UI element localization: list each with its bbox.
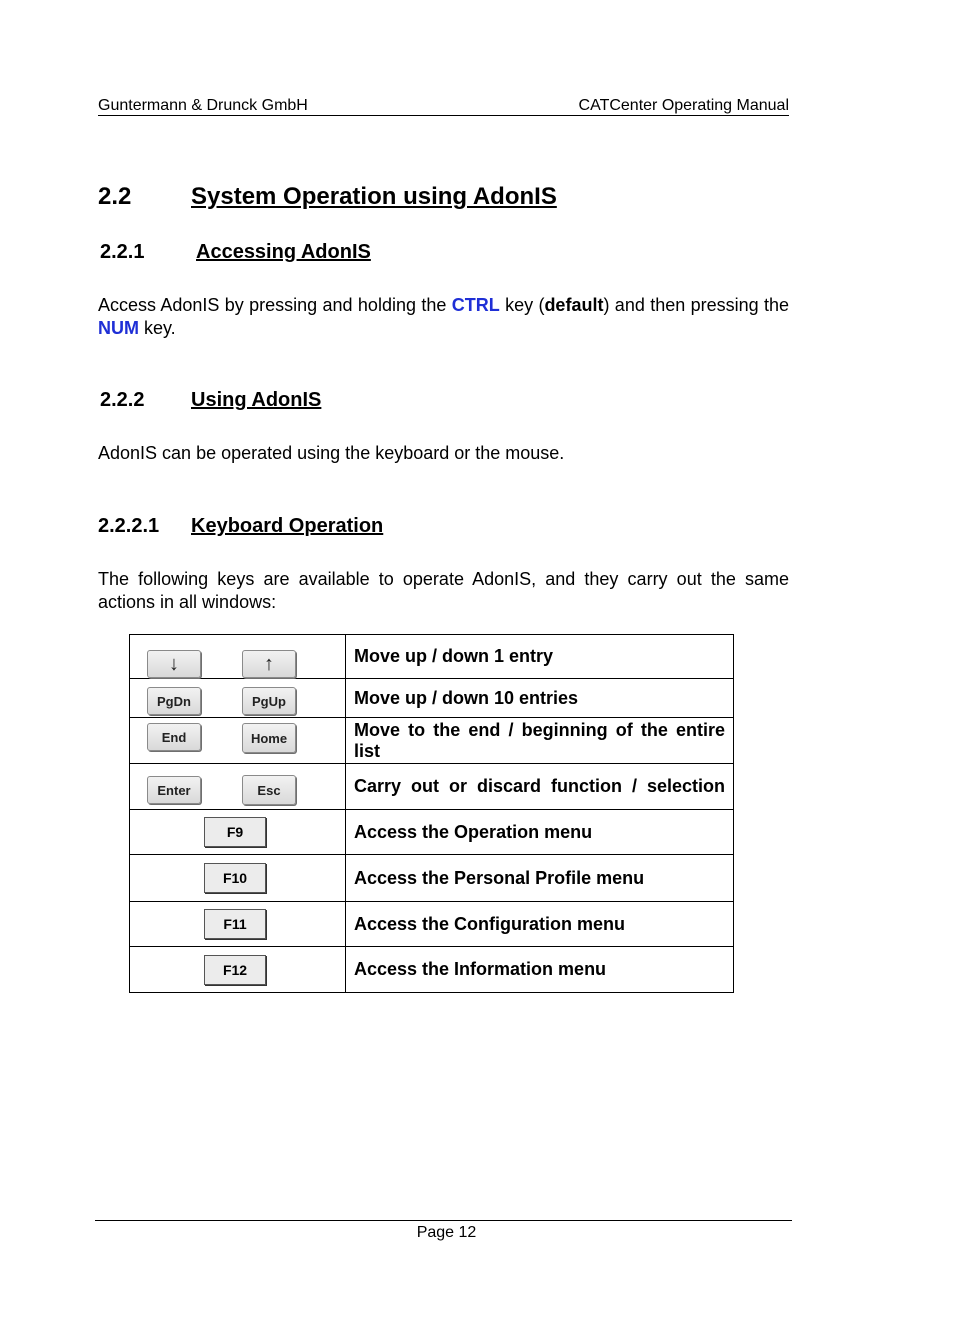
section-number: 2.2.2.1 bbox=[98, 515, 160, 537]
arrow-up-key-icon: ↑ bbox=[242, 650, 296, 678]
text: Access AdonIS by pressing and holding the bbox=[98, 295, 452, 315]
key-cell bbox=[130, 635, 346, 679]
end-key-icon: End bbox=[147, 723, 201, 751]
key-description: Access the Personal Profile menu bbox=[346, 855, 734, 902]
using-paragraph: AdonIS can be operated using the keyboard or the mouse. bbox=[98, 443, 565, 463]
key-description: Carry out or discard function / selection bbox=[346, 764, 734, 810]
key-cell bbox=[130, 902, 346, 947]
footer-divider bbox=[95, 1220, 792, 1221]
f11-key-icon: F11 bbox=[204, 909, 266, 939]
section-number: 2.2 bbox=[98, 183, 132, 210]
key-description: Access the Operation menu bbox=[346, 810, 734, 855]
table-row bbox=[130, 902, 734, 947]
key-description: Access the Information menu bbox=[346, 947, 734, 993]
key-cell bbox=[130, 947, 346, 993]
esc-key-icon: Esc bbox=[242, 775, 296, 805]
num-key-name: NUM bbox=[98, 318, 139, 338]
header-company: Guntermann & Drunck GmbH bbox=[98, 97, 308, 114]
f10-key-icon: F10 bbox=[204, 863, 266, 893]
table-row bbox=[130, 635, 734, 679]
keyboard-paragraph: The following keys are available to operate AdonIS, and they carry out the same actions in all windows: bbox=[98, 569, 789, 612]
pgdn-key-icon: PgDn bbox=[147, 687, 201, 715]
text: ) and then pressing the bbox=[603, 295, 789, 315]
key-cell bbox=[130, 855, 346, 902]
table-row bbox=[130, 679, 734, 718]
home-key-icon: Home bbox=[242, 723, 296, 753]
table-row bbox=[130, 764, 734, 810]
text: key. bbox=[139, 318, 176, 338]
key-cell bbox=[130, 679, 346, 718]
section-title: Keyboard Operation bbox=[191, 515, 384, 537]
arrow-down-key-icon: ↓ bbox=[147, 650, 201, 678]
section-title: System Operation using AdonIS bbox=[191, 183, 557, 210]
section-number: 2.2.2 bbox=[100, 389, 145, 411]
table-row bbox=[130, 855, 734, 902]
key-description: Move up / down 1 entry bbox=[346, 635, 734, 679]
table-row bbox=[130, 718, 734, 764]
page-header bbox=[98, 97, 789, 116]
table-row bbox=[130, 947, 734, 993]
enter-key-icon: Enter bbox=[147, 776, 201, 804]
key-cell bbox=[130, 764, 346, 810]
header-manual-title: CATCenter Operating Manual bbox=[578, 97, 789, 114]
key-table bbox=[129, 634, 734, 993]
key-description: Access the Configuration menu bbox=[346, 902, 734, 947]
f9-key-icon: F9 bbox=[204, 817, 266, 847]
text: key ( bbox=[499, 295, 545, 315]
key-cell bbox=[130, 810, 346, 855]
f12-key-icon: F12 bbox=[204, 955, 266, 985]
ctrl-key-name: CTRL bbox=[451, 295, 500, 315]
pgup-key-icon: PgUp bbox=[242, 687, 296, 715]
table-row bbox=[130, 810, 734, 855]
accessing-paragraph bbox=[98, 294, 789, 340]
key-description: Move up / down 10 entries bbox=[346, 679, 734, 718]
default-label: default bbox=[544, 295, 604, 315]
section-title: Using AdonIS bbox=[191, 389, 322, 411]
key-description: Move to the end / beginning of the entire list bbox=[346, 718, 734, 764]
section-title: Accessing AdonIS bbox=[196, 241, 371, 263]
page-number: Page 12 bbox=[416, 1224, 477, 1241]
key-cell bbox=[130, 718, 346, 764]
section-number: 2.2.1 bbox=[100, 241, 145, 263]
